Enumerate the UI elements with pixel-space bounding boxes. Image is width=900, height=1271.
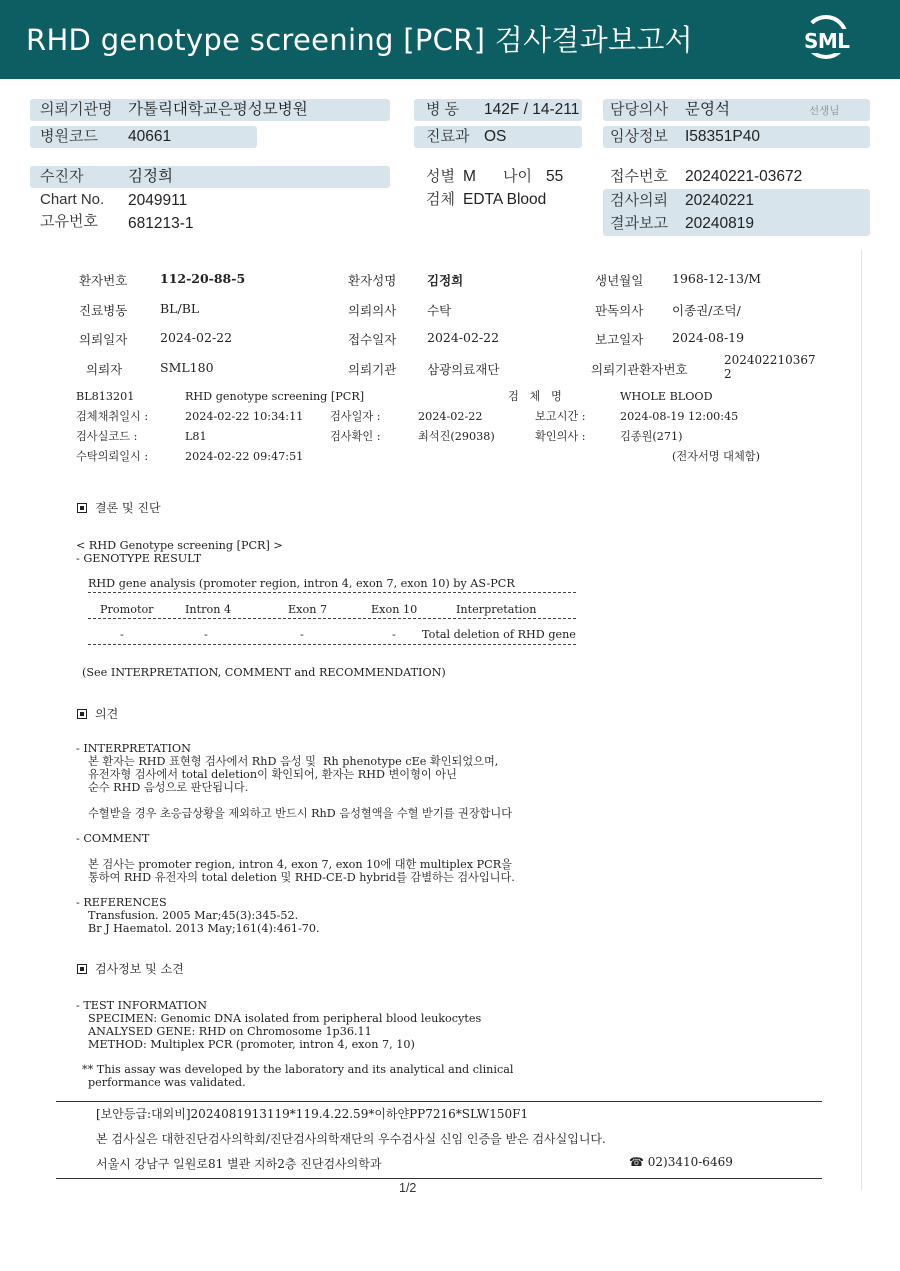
result-cell: - xyxy=(392,628,396,641)
collection-time: 2024-02-22 10:34:11 xyxy=(185,410,304,423)
ref-institution: 가톨릭대학교은평성모병원 xyxy=(128,101,308,118)
security-line: [보안등급:대외비]2024081913119*119.4.22.59*이하얀PP7216*SLW150F1 xyxy=(96,1107,529,1121)
doc-label: 환자번호 xyxy=(79,273,128,288)
doc-label: 의뢰기관환자번호 xyxy=(591,362,688,377)
unique-label: 고유번호 xyxy=(40,213,98,230)
col-header: Intron 4 xyxy=(185,603,232,616)
assay-note: ** This assay was developed by the laboratory and its analytical and clinical xyxy=(82,1063,514,1076)
doc-label: 의뢰자 xyxy=(86,362,123,377)
ref-doctor: 수탁 xyxy=(427,303,452,318)
col-header: Promotor xyxy=(100,603,154,616)
report-date: 20240819 xyxy=(685,215,754,232)
hospital-code: 40661 xyxy=(128,128,172,145)
col-header: Exon 10 xyxy=(371,603,418,616)
doc-label: 생년월일 xyxy=(595,273,644,288)
specimen: EDTA Blood xyxy=(463,191,547,208)
meta-label: 수탁의뢰일시 : xyxy=(76,450,149,463)
sex-label: 성별 xyxy=(426,168,455,185)
patient-name: 김정희 xyxy=(128,168,173,185)
requester: SML180 xyxy=(160,360,214,375)
confirm-doctor: 김종원(271) xyxy=(620,430,683,443)
meta-label: 검사일자 : xyxy=(330,410,381,423)
result-heading: < RHD Genotype screening [PCR] > xyxy=(76,539,283,552)
test-info-line: ANALYSED GENE: RHD on Chromosome 1p36.11 xyxy=(88,1025,372,1038)
request-label: 검사의뢰 xyxy=(610,192,668,209)
e-signature-note: (전자서명 대체함) xyxy=(672,450,760,463)
ward-label: 병 동 xyxy=(426,101,460,118)
reference-item: Br J Haematol. 2013 May;161(4):461-70. xyxy=(88,922,320,935)
specimen-name: WHOLE BLOOD xyxy=(620,390,713,403)
test-info-line: METHOD: Multiplex PCR (promoter, intron 4, exon 7, 10) xyxy=(88,1038,415,1051)
interpretation-cell: Total deletion of RHD gene xyxy=(422,628,576,641)
result-cell: - xyxy=(300,628,304,641)
receipt-date: 2024-02-22 xyxy=(427,330,500,345)
consign-time: 2024-02-22 09:47:51 xyxy=(185,450,304,463)
section-conclusion: 결론 및 진단 xyxy=(77,499,161,516)
test-name: RHD genotype screening [PCR] xyxy=(185,390,365,403)
birth-date: 1968-12-13/M xyxy=(672,271,762,286)
col-header: Interpretation xyxy=(456,603,537,616)
test-info-line: SPECIMEN: Genomic DNA isolated from peripheral blood leukocytes xyxy=(88,1012,482,1025)
report-time: 2024-08-19 12:00:45 xyxy=(620,410,739,423)
chart-no: 2049911 xyxy=(128,192,188,209)
page-number: 1/2 xyxy=(399,1181,417,1195)
assay-note: performance was validated. xyxy=(88,1076,246,1089)
report-header xyxy=(0,0,900,79)
doc-label: 보고일자 xyxy=(595,332,644,347)
result-cell: - xyxy=(120,628,124,641)
specimen-label: 검체 xyxy=(426,191,455,208)
reference-item: Transfusion. 2005 Mar;45(3):345-52. xyxy=(88,909,299,922)
meta-label: 보고시간 : xyxy=(535,410,586,423)
patient-label: 수진자 xyxy=(40,168,84,185)
phone-number: ☎ 02)3410-6469 xyxy=(629,1155,733,1169)
doc-patient-name: 김정희 xyxy=(427,273,464,288)
clinical: I58351P40 xyxy=(685,128,760,145)
doc-label: 접수일자 xyxy=(348,332,397,347)
specimen-name-label: 검 체 명 xyxy=(508,390,562,403)
doc-label: 판독의사 xyxy=(595,303,644,318)
doctor: 문영석 xyxy=(685,101,730,118)
doctor-suffix: 선생님 xyxy=(809,105,840,117)
hospital-code-label: 병원코드 xyxy=(40,128,98,145)
comment-heading: - COMMENT xyxy=(76,832,150,845)
references-heading: - REFERENCES xyxy=(76,896,167,909)
ref-org: 삼광의료재단 xyxy=(427,362,500,377)
doctor-label: 담당의사 xyxy=(610,101,668,118)
doc-label: 의뢰기관 xyxy=(348,362,397,377)
ref-date: 2024-02-22 xyxy=(160,330,233,345)
reading-doctor: 이종권/조덕/ xyxy=(672,303,741,318)
comment-text: 통하여 RHD 유전자의 total deletion 및 RHD-CE-D hybrid를 감별하는 검사입니다. xyxy=(88,871,515,884)
report-title: RHD genotype screening [PCR] 검사결과보고서 xyxy=(26,23,693,57)
meta-label: 검사확인 : xyxy=(330,430,381,443)
doc-label: 의뢰의사 xyxy=(348,303,397,318)
age: 55 xyxy=(546,168,564,185)
ref-institution-label: 의뢰기관명 xyxy=(40,101,113,118)
report-label: 결과보고 xyxy=(610,215,668,232)
lab-code: L81 xyxy=(185,430,207,443)
meta-label: 검사실코드 : xyxy=(76,430,138,443)
dept: OS xyxy=(484,128,507,145)
doc-ward: BL/BL xyxy=(160,301,200,316)
age-label: 나이 xyxy=(503,168,532,185)
interpretation-text: 유전자형 검사에서 total deletion이 확인되어, 환자는 RHD 변이형이 아닌 xyxy=(88,768,457,781)
unique-no: 681213-1 xyxy=(128,215,194,232)
test-info-heading: - TEST INFORMATION xyxy=(76,999,207,1012)
chart-label: Chart No. xyxy=(40,191,105,208)
result-cell: - xyxy=(204,628,208,641)
patient-number: 112-20-88-5 xyxy=(160,271,246,286)
receipt: 20240221-03672 xyxy=(685,168,803,185)
col-header: Exon 7 xyxy=(288,603,328,616)
doc-label: 진료병동 xyxy=(79,303,128,318)
test-code: BL813201 xyxy=(76,390,135,403)
test-date: 2024-02-22 xyxy=(418,410,483,423)
test-confirm: 최석진(29038) xyxy=(418,430,495,443)
interpretation-text: 본 환자는 RHD 표현형 검사에서 RhD 음성 및 Rh phenotype cEe 확인되었으며, xyxy=(88,755,499,768)
sex: M xyxy=(463,168,476,185)
doc-report-date: 2024-08-19 xyxy=(672,330,745,345)
see-note: (See INTERPRETATION, COMMENT and RECOMMENDATION) xyxy=(82,666,446,679)
analysis-description: RHD gene analysis (promoter region, intron 4, exon 7, exon 10) by AS-PCR xyxy=(88,577,515,590)
ward: 142F / 14-211 xyxy=(484,101,580,118)
section-opinion: 의견 xyxy=(77,705,118,722)
comment-text: 본 검사는 promoter region, intron 4, exon 7, exon 10에 대한 multiplex PCR을 xyxy=(88,858,512,871)
ref-patient-number: 2024022103672 xyxy=(724,353,816,381)
recommendation-text: 수혈받을 경우 초응급상황을 제외하고 반드시 RhD 음성혈액을 수혈 받기를 권장합니다 xyxy=(88,807,513,820)
meta-label: 확인의사 : xyxy=(535,430,586,443)
doc-label: 환자성명 xyxy=(348,273,397,288)
receipt-label: 접수번호 xyxy=(610,168,668,185)
dept-label: 진료과 xyxy=(426,128,470,145)
interpretation-heading: - INTERPRETATION xyxy=(76,742,191,755)
meta-label: 검체채취일시 : xyxy=(76,410,149,423)
clinical-label: 임상정보 xyxy=(610,128,668,145)
section-test-info: 검사정보 및 소견 xyxy=(77,960,184,977)
address: 서울시 강남구 일원로81 별관 지하2층 진단검사의학과 xyxy=(96,1157,382,1171)
sml-logo: SML xyxy=(800,12,852,66)
certification-text: 본 검사실은 대한진단검사의학회/진단검사의학재단의 우수검사실 신임 인증을 받은 검사실입니다. xyxy=(96,1132,606,1146)
doc-label: 의뢰일자 xyxy=(79,332,128,347)
request-date: 20240221 xyxy=(685,192,754,209)
genotype-result-heading: - GENOTYPE RESULT xyxy=(76,552,202,565)
interpretation-text: 순수 RHD 음성으로 판단됩니다. xyxy=(88,781,249,794)
